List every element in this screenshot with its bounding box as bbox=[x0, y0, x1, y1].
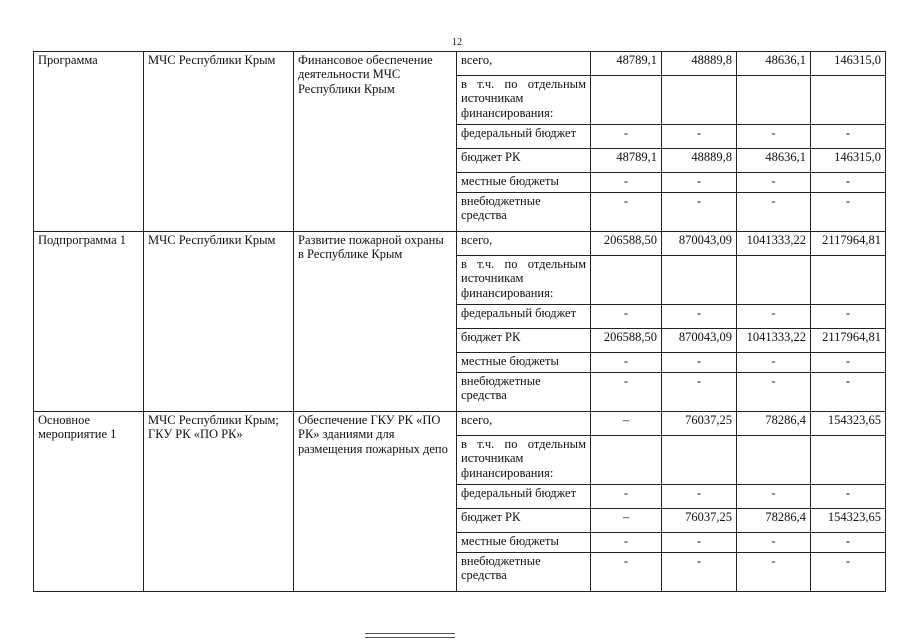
section-executor: МЧС Республики Крым; ГКУ РК «ПО РК» bbox=[144, 412, 294, 592]
table-row bbox=[34, 52, 886, 76]
funding-source-label: федеральный бюджет bbox=[457, 125, 591, 149]
bottom-rule bbox=[365, 633, 455, 638]
amount-cell: 2117964,81 bbox=[811, 232, 886, 256]
dash-cell: - bbox=[591, 373, 662, 412]
funding-source-label: местные бюджеты bbox=[457, 173, 591, 193]
dash-cell: - bbox=[811, 305, 886, 329]
dash-cell: - bbox=[737, 125, 811, 149]
funding-source-label: федеральный бюджет bbox=[457, 485, 591, 509]
dash-cell: - bbox=[737, 193, 811, 232]
funding-source-label: в т.ч. по отдельным источникам финансирования: bbox=[457, 436, 591, 485]
amount-cell: 154323,65 bbox=[811, 509, 886, 533]
section-name: Обеспечение ГКУ РК «ПО РК» зданиями для размещения пожарных депо bbox=[294, 412, 457, 592]
table-row bbox=[34, 412, 886, 436]
dash-cell: - bbox=[737, 485, 811, 509]
amount-cell: 1041333,22 bbox=[737, 329, 811, 353]
dash-cell: - bbox=[591, 305, 662, 329]
amount-cell: – bbox=[591, 412, 662, 436]
page-number: 12 bbox=[452, 37, 462, 48]
empty-cell bbox=[737, 256, 811, 305]
amount-cell: 870043,09 bbox=[662, 329, 737, 353]
dash-cell: - bbox=[662, 353, 737, 373]
section-executor: МЧС Республики Крым bbox=[144, 232, 294, 412]
amount-cell: 2117964,81 bbox=[811, 329, 886, 353]
section-level: Подпрограмма 1 bbox=[34, 232, 144, 412]
table-row bbox=[34, 232, 886, 256]
dash-cell: - bbox=[591, 353, 662, 373]
amount-cell: 78286,4 bbox=[737, 412, 811, 436]
empty-cell bbox=[811, 256, 886, 305]
dash-cell: - bbox=[811, 173, 886, 193]
amount-cell: 48636,1 bbox=[737, 52, 811, 76]
dash-cell: - bbox=[737, 353, 811, 373]
dash-cell: - bbox=[737, 553, 811, 592]
dash-cell: - bbox=[811, 353, 886, 373]
funding-source-label: федеральный бюджет bbox=[457, 305, 591, 329]
amount-cell: 76037,25 bbox=[662, 509, 737, 533]
section-name: Финансовое обеспечение деятельности МЧС Республики Крым bbox=[294, 52, 457, 232]
amount-cell: 146315,0 bbox=[811, 52, 886, 76]
table-body bbox=[34, 52, 886, 592]
funding-source-label: всего, bbox=[457, 52, 591, 76]
empty-cell bbox=[662, 76, 737, 125]
dash-cell: - bbox=[737, 373, 811, 412]
dash-cell: - bbox=[811, 373, 886, 412]
dash-cell: - bbox=[811, 485, 886, 509]
dash-cell: - bbox=[811, 533, 886, 553]
dash-cell: - bbox=[591, 533, 662, 553]
amount-cell: 1041333,22 bbox=[737, 232, 811, 256]
amount-cell: 146315,0 bbox=[811, 149, 886, 173]
amount-cell: 870043,09 bbox=[662, 232, 737, 256]
funding-source-label: всего, bbox=[457, 232, 591, 256]
dash-cell: - bbox=[811, 553, 886, 592]
amount-cell: 206588,50 bbox=[591, 329, 662, 353]
empty-cell bbox=[591, 76, 662, 125]
section-executor: МЧС Республики Крым bbox=[144, 52, 294, 232]
funding-source-label: бюджет РК bbox=[457, 329, 591, 353]
dash-cell: - bbox=[662, 173, 737, 193]
dash-cell: - bbox=[591, 125, 662, 149]
dash-cell: - bbox=[662, 553, 737, 592]
dash-cell: - bbox=[591, 485, 662, 509]
funding-source-label: местные бюджеты bbox=[457, 353, 591, 373]
dash-cell: - bbox=[662, 193, 737, 232]
dash-cell: - bbox=[737, 533, 811, 553]
dash-cell: - bbox=[811, 193, 886, 232]
dash-cell: - bbox=[591, 553, 662, 592]
amount-cell: 78286,4 bbox=[737, 509, 811, 533]
dash-cell: - bbox=[662, 533, 737, 553]
dash-cell: - bbox=[662, 305, 737, 329]
funding-source-label: бюджет РК bbox=[457, 149, 591, 173]
funding-source-label: внебюджетные средства bbox=[457, 193, 591, 232]
amount-cell: 76037,25 bbox=[662, 412, 737, 436]
section-name: Развитие пожарной охраны в Республике Крым bbox=[294, 232, 457, 412]
empty-cell bbox=[737, 436, 811, 485]
funding-source-label: в т.ч. по отдельным источникам финансирования: bbox=[457, 76, 591, 125]
dash-cell: - bbox=[591, 173, 662, 193]
funding-source-label: в т.ч. по отдельным источникам финансирования: bbox=[457, 256, 591, 305]
dash-cell: - bbox=[662, 125, 737, 149]
section-level: Программа bbox=[34, 52, 144, 232]
empty-cell bbox=[662, 436, 737, 485]
dash-cell: - bbox=[591, 193, 662, 232]
amount-cell: 48889,8 bbox=[662, 52, 737, 76]
empty-cell bbox=[662, 256, 737, 305]
financing-table bbox=[33, 51, 886, 592]
amount-cell: – bbox=[591, 509, 662, 533]
amount-cell: 48789,1 bbox=[591, 52, 662, 76]
dash-cell: - bbox=[811, 125, 886, 149]
funding-source-label: бюджет РК bbox=[457, 509, 591, 533]
empty-cell bbox=[591, 436, 662, 485]
empty-cell bbox=[811, 76, 886, 125]
funding-source-label: внебюджетные средства bbox=[457, 373, 591, 412]
dash-cell: - bbox=[737, 173, 811, 193]
amount-cell: 48889,8 bbox=[662, 149, 737, 173]
empty-cell bbox=[811, 436, 886, 485]
empty-cell bbox=[737, 76, 811, 125]
dash-cell: - bbox=[662, 485, 737, 509]
amount-cell: 48636,1 bbox=[737, 149, 811, 173]
section-level: Основное мероприятие 1 bbox=[34, 412, 144, 592]
funding-source-label: всего, bbox=[457, 412, 591, 436]
amount-cell: 154323,65 bbox=[811, 412, 886, 436]
empty-cell bbox=[591, 256, 662, 305]
amount-cell: 206588,50 bbox=[591, 232, 662, 256]
funding-source-label: местные бюджеты bbox=[457, 533, 591, 553]
amount-cell: 48789,1 bbox=[591, 149, 662, 173]
dash-cell: - bbox=[662, 373, 737, 412]
funding-source-label: внебюджетные средства bbox=[457, 553, 591, 592]
dash-cell: - bbox=[737, 305, 811, 329]
